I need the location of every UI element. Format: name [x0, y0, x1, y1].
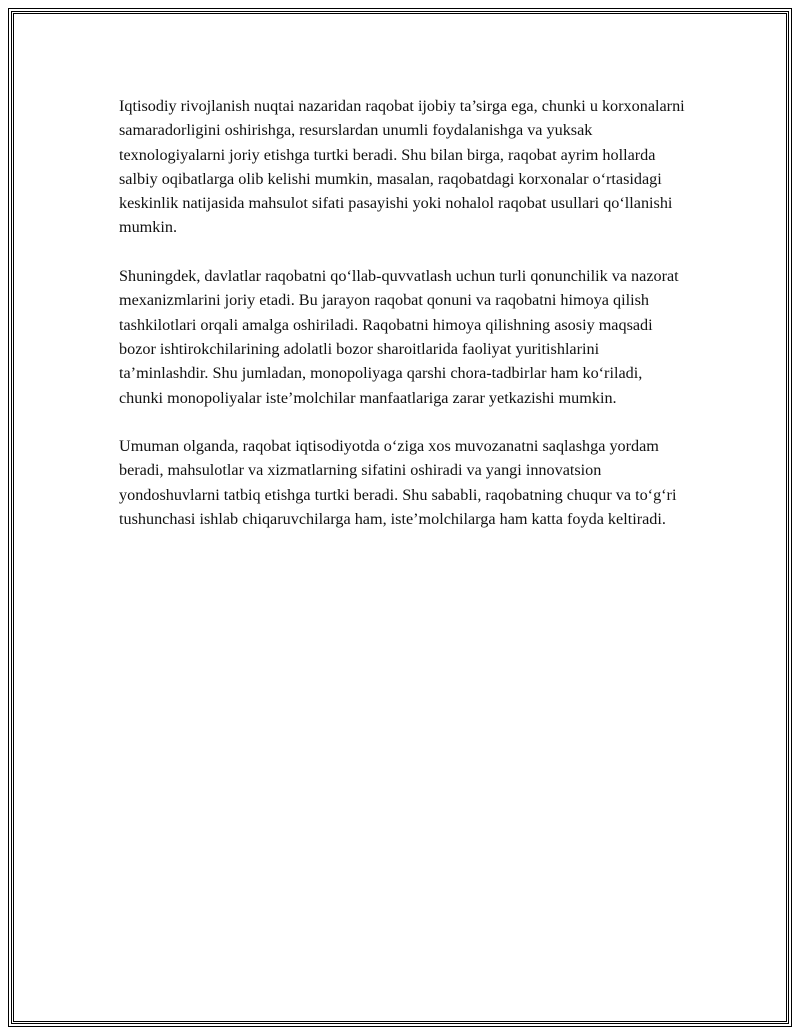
document-body: [119, 94, 689, 556]
paragraph-3: Umuman olganda, raqobat iqtisodiyotda oʻziga xos muvozanatni saqlashga yordam beradi, mahsulotlar va xizmatlarning sifatini oshiradi va yangi innovatsion yondoshuvlarni tatbiq etishga turtki beradi. Shu sababli, raqobatning chuqur va toʻgʻri tushunchasi ishlab chiqaruvchilarga ham, iste’molchilarga ham katta foyda keltiradi.: [119, 437, 677, 529]
paragraph-1: Iqtisodiy rivojlanish nuqtai nazaridan raqobat ijobiy ta’sirga ega, chunki u korxonalarni samaradorligini oshirishga, resurslardan unumli foydalanishga va yuksak texnologiyalarni joriy etishga turtki beradi. Shu bilan birga, raqobat ayrim hollarda salbiy oqibatlarga olib kelishi mumkin, masalan, raqobatdagi korxonalar oʻrtasidagi keskinlik natijasida mahsulot sifati pasayishi yoki nohalol raqobat usullari qoʻllanishi mumkin.: [119, 97, 685, 237]
paragraph-2: Shuningdek, davlatlar raqobatni qoʻllab-quvvatlash uchun turli qonunchilik va nazorat mexanizmlarini joriy etadi. Bu jarayon raqobat qonuni va raqobatni himoya qilish tashkilotlari orqali amalga oshiriladi. Raqobatni himoya qilishning asosiy maqsadi bozor ishtirokchilarining adolatli bozor sharoitlarida faoliyat yuritishlarini ta’minlashdir. Shu jumladan, monopoliyaga qarshi chora-tadbirlar ham koʻriladi, chunki monopoliyalar iste’molchilar manfaatlariga zarar yetkazishi mumkin.: [119, 267, 679, 407]
